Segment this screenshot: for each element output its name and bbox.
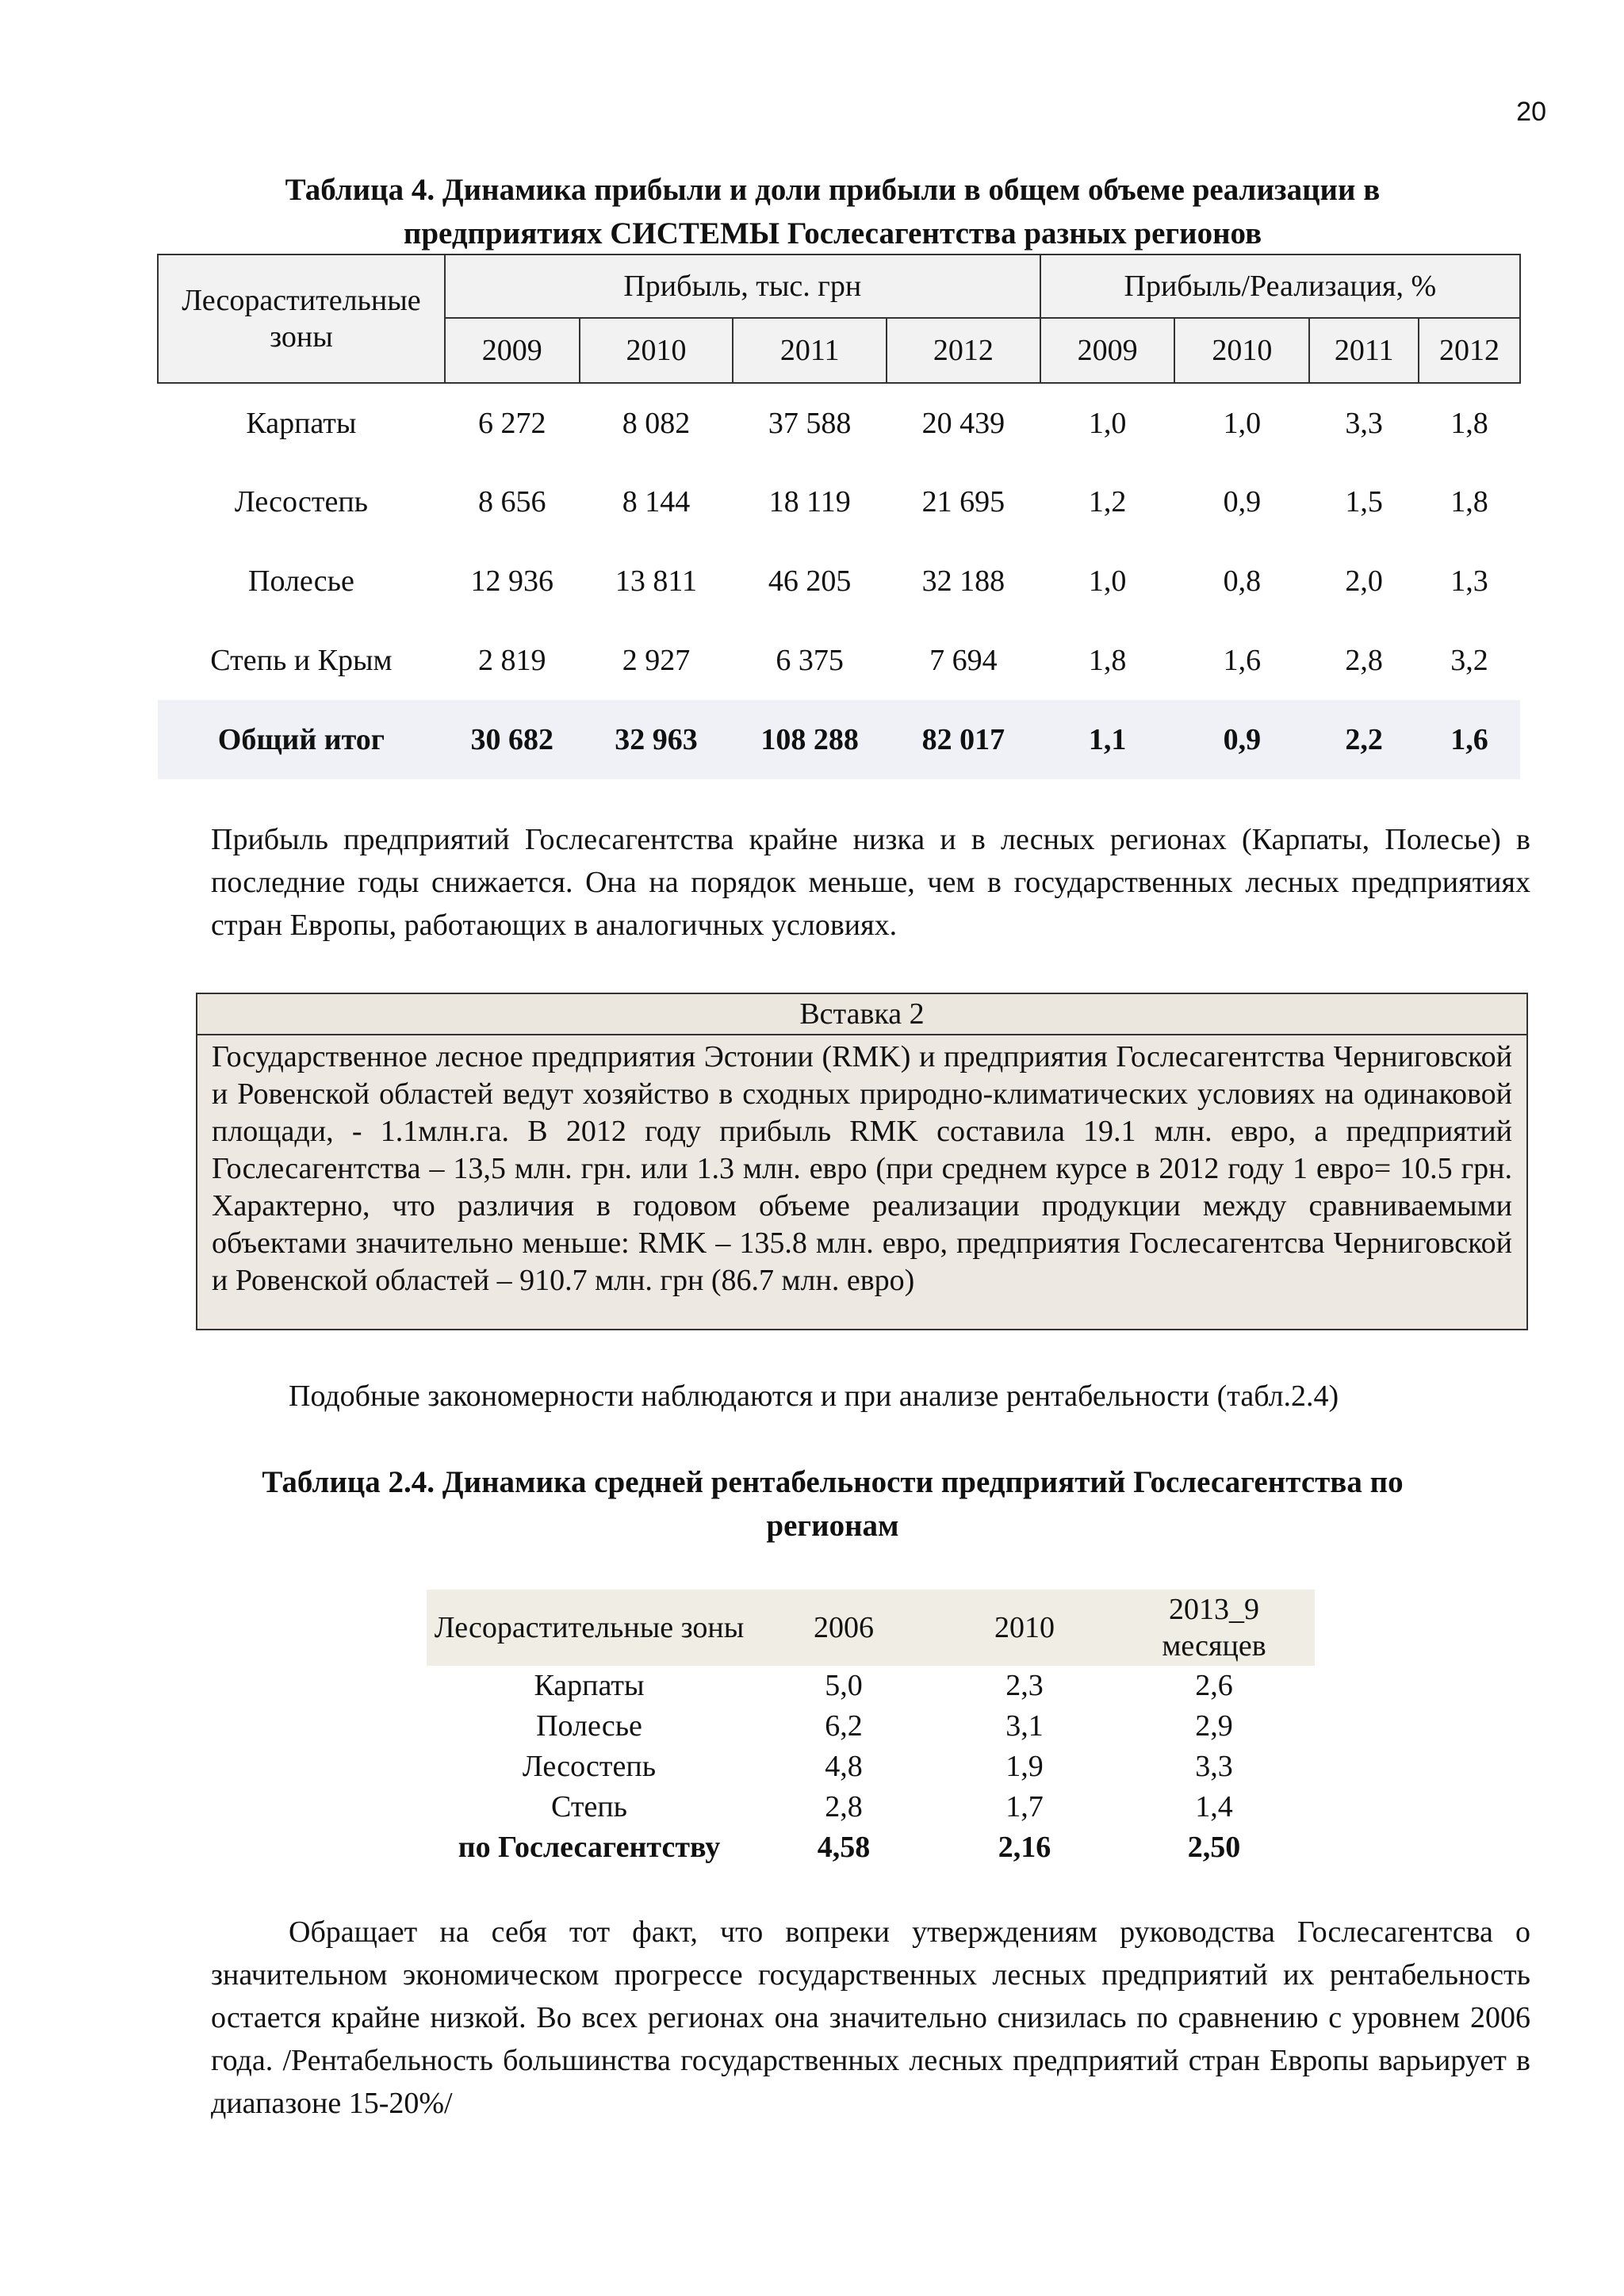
value-cell: 7 694 <box>929 644 998 677</box>
value-cell: 2,6 <box>1195 1669 1233 1702</box>
value-cell: 2,8 <box>825 1790 863 1823</box>
total-cell: 4,58 <box>817 1831 871 1864</box>
insert-heading: Вставка 2 <box>197 994 1526 1035</box>
total-cell: 32 963 <box>580 700 733 779</box>
value-cell: 5,0 <box>825 1669 863 1702</box>
value-cell: 1,0 <box>1088 564 1127 598</box>
value-cell: 1,8 <box>1450 406 1488 440</box>
value-cell: 0,8 <box>1223 564 1262 598</box>
value-cell: 8 082 <box>622 406 691 440</box>
value-cell: 1,0 <box>1223 406 1262 440</box>
profit-group-header: Прибыль, тыс. грн <box>445 254 1040 318</box>
value-cell: 2,0 <box>1345 564 1383 598</box>
value-cell: 2,9 <box>1195 1709 1233 1743</box>
value-cell: 2,3 <box>1005 1669 1044 1702</box>
year-header: 2010 <box>1174 318 1309 383</box>
rentability-table <box>427 1590 1315 1868</box>
zone-cell: Степь и Крым <box>210 644 393 677</box>
year-header: 2011 <box>733 318 887 383</box>
table2-title-line1: Таблица 2.4. Динамика средней рентабельности предприятий Гослесагентства по <box>262 1465 1404 1499</box>
table1-title <box>159 168 1507 255</box>
value-cell: 13 811 <box>615 564 697 598</box>
value-cell: 32 188 <box>921 564 1005 598</box>
zone-cell: Карпаты <box>246 406 357 440</box>
zone-header: Лесорастительные зоны <box>158 254 445 383</box>
table2-title <box>159 1460 1507 1548</box>
value-cell: 1,7 <box>1005 1790 1044 1823</box>
value-cell: 18 119 <box>768 485 851 519</box>
year-header: 2006 <box>752 1590 936 1666</box>
value-cell: 0,9 <box>1223 485 1262 519</box>
value-cell: 3,3 <box>1195 1750 1233 1783</box>
zone-header: Лесорастительные зоны <box>427 1590 752 1666</box>
table2-title-line2: регионам <box>766 1509 899 1543</box>
value-cell: 2 819 <box>477 644 546 677</box>
value-cell: 1,8 <box>1088 644 1127 677</box>
value-cell: 1,0 <box>1088 406 1127 440</box>
total-cell: 82 017 <box>887 700 1040 779</box>
zone-cell: Карпаты <box>534 1669 645 1702</box>
total-cell: 2,2 <box>1309 700 1419 779</box>
value-cell: 37 588 <box>768 406 852 440</box>
insert-text: Государственное лесное предприятия Эстонии (RMK) и предприятия Гослесагентства Черниговской и Ровенской областей ведут хозяйство в сходных природно-климатических условиях на одинаковой площади, - 1.1млн.га. В 2012 году прибыль RMK составила 19.1 млн. евро, а предприятий Гослесагентства – 13,5 млн. грн. или 1.3 млн. евро (при среднем курсе в 2012 году 1 евро= 10.5 грн. Характерно, что различия в годовом объеме реализации продукции между сравниваемыми объектами значительно меньше: RMK – 135.8 млн. евро, предприятия Гослесагентсва Черниговской и Ровенской областей – 910.7 млн. грн (86.7 млн. евро) <box>212 1040 1512 1297</box>
table-row <box>158 541 1520 621</box>
table1-title-line1: Таблица 4. Динамика прибыли и доли прибыли в общем объеме реализации в <box>285 173 1381 207</box>
total-cell: 2,16 <box>998 1831 1051 1864</box>
value-cell: 2,8 <box>1345 644 1383 677</box>
year-header: 2011 <box>1309 318 1419 383</box>
value-cell: 1,2 <box>1088 485 1127 519</box>
value-cell: 1,4 <box>1195 1790 1233 1823</box>
total-cell: 1,1 <box>1040 700 1175 779</box>
value-cell: 6 272 <box>477 406 546 440</box>
table-row <box>427 1706 1315 1747</box>
value-cell: 3,3 <box>1345 406 1383 440</box>
value-cell: 3,2 <box>1450 644 1488 677</box>
year-header: 2013_9 месяцев <box>1113 1590 1315 1666</box>
table-row <box>427 1747 1315 1787</box>
table1-title-line2: предприятиях СИСТЕМЫ Гослесагентства разных регионов <box>403 216 1262 251</box>
paragraph-conclusion: Обращает на себя тот факт, что вопреки утверждениям руководства Гослесагентсва о значительном экономическом прогрессе государственных лесных предприятий их рентабельность остается крайне низкой. Во всех регионах она значительно снизилась по сравнению с уровнем 2006 года. /Рентабельность большинства государственных лесных предприятий стран Европы варьирует в диапазоне 15-20%/ <box>211 1915 1530 2120</box>
total-cell: 0,9 <box>1174 700 1309 779</box>
value-cell: 6,2 <box>825 1709 863 1743</box>
value-cell: 3,1 <box>1005 1709 1044 1743</box>
year-header: 2012 <box>1419 318 1520 383</box>
value-cell: 2 927 <box>622 644 691 677</box>
value-cell: 21 695 <box>921 485 1005 519</box>
value-cell: 1,9 <box>1005 1750 1044 1783</box>
value-cell: 1,6 <box>1223 644 1262 677</box>
total-label: по Гослесагентству <box>458 1831 721 1864</box>
total-cell: 30 682 <box>445 700 580 779</box>
value-cell: 1,3 <box>1450 564 1488 598</box>
total-cell: 2,50 <box>1187 1831 1241 1864</box>
paragraph-rentability-intro: Подобные закономерности наблюдаются и при анализе рентабельности (табл.2.4) <box>289 1380 1339 1413</box>
value-cell: 4,8 <box>825 1750 863 1783</box>
page-number: 20 <box>1516 97 1546 127</box>
zone-cell: Степь <box>551 1790 627 1823</box>
profit-table <box>157 254 1521 779</box>
value-cell: 1,5 <box>1345 485 1383 519</box>
total-label: Общий итог <box>158 700 445 779</box>
zone-cell: Лесостепь <box>522 1750 657 1783</box>
value-cell: 12 936 <box>470 564 553 598</box>
total-row <box>158 700 1520 779</box>
value-cell: 20 439 <box>921 406 1005 440</box>
year-header: 2010 <box>936 1590 1113 1666</box>
total-cell: 1,6 <box>1419 700 1520 779</box>
zone-cell: Полесье <box>248 564 354 598</box>
value-cell: 46 205 <box>768 564 852 598</box>
paragraph-profit: Прибыль предприятий Гослесагентства крайне низка и в лесных регионах (Карпаты, Полесье) в последние годы снижается. Она на порядок меньше, чем в государственных лесных предприятиях стран Европы, работающих в аналогичных условиях. <box>211 823 1530 942</box>
value-cell: 8 144 <box>622 485 691 519</box>
table-row <box>158 621 1520 700</box>
value-cell: 8 656 <box>477 485 546 519</box>
table-row <box>158 462 1520 541</box>
ratio-group-header: Прибыль/Реализация, % <box>1040 254 1520 318</box>
table-row <box>158 383 1520 462</box>
year-header: 2009 <box>445 318 580 383</box>
zone-cell: Полесье <box>536 1709 642 1743</box>
table-row <box>427 1666 1315 1706</box>
value-cell: 6 375 <box>776 644 844 677</box>
insert-box <box>196 993 1528 1330</box>
year-header: 2009 <box>1040 318 1175 383</box>
year-header: 2010 <box>580 318 733 383</box>
year-header: 2012 <box>887 318 1040 383</box>
zone-cell: Лесостепь <box>234 485 368 519</box>
table-row <box>427 1787 1315 1827</box>
total-cell: 108 288 <box>733 700 887 779</box>
total-row <box>427 1827 1315 1868</box>
value-cell: 1,8 <box>1450 485 1488 519</box>
